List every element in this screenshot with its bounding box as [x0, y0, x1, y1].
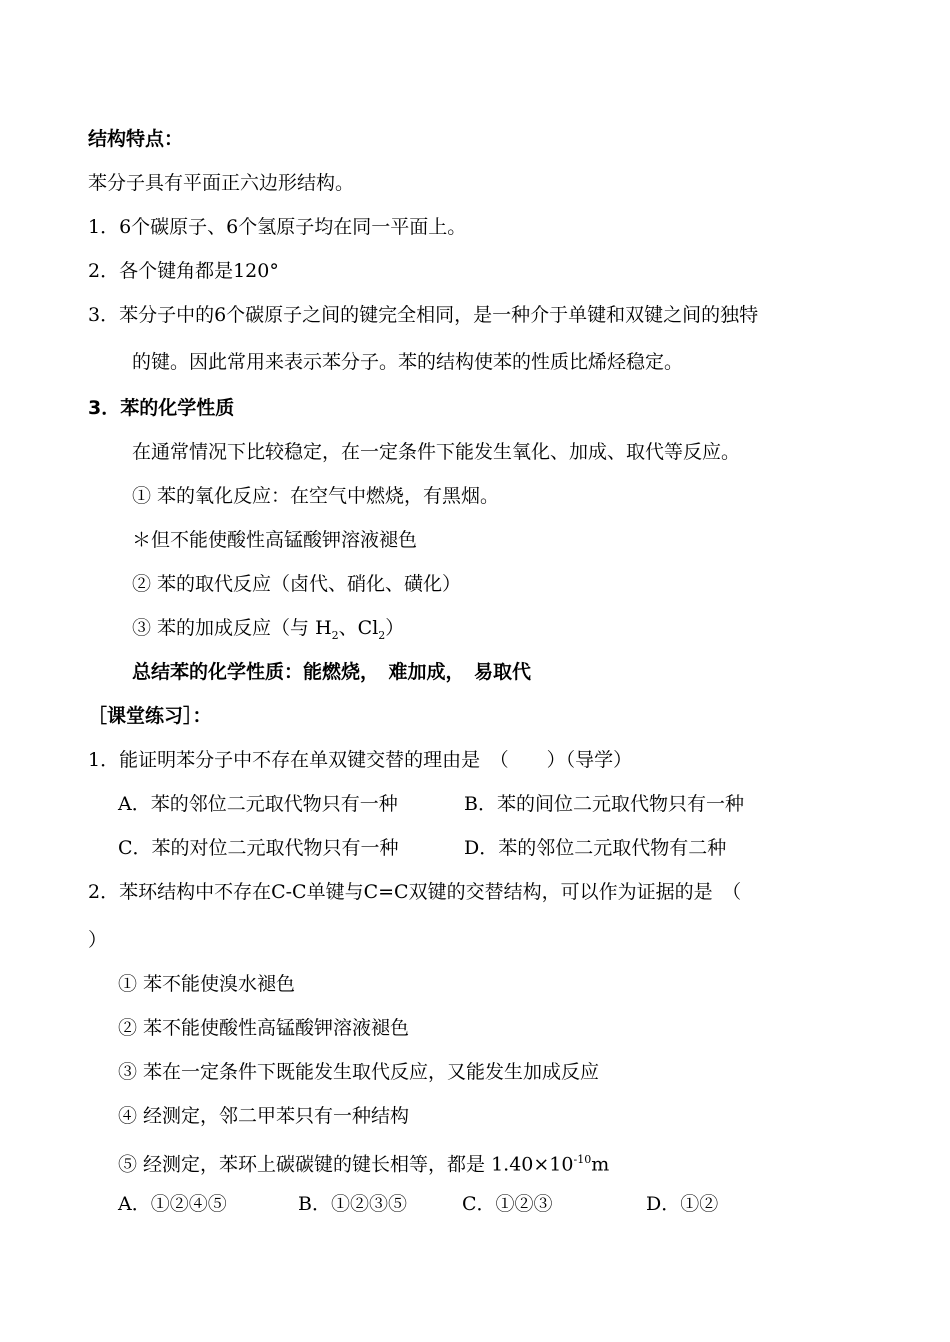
- item-5-prefix: ⑤ 经测定，苯环上碳碳键的键长相等，都是 1.40×10: [118, 1153, 574, 1176]
- addition-sub-2: 2: [378, 628, 386, 642]
- question-2-option-c: C．①②③: [462, 1193, 553, 1215]
- question-2-stem-continued: ）: [88, 929, 108, 951]
- question-2-item-4: ④ 经测定，邻二甲苯只有一种结构: [118, 1105, 410, 1127]
- oxidation-note: ＊但不能使酸性高锰酸钾溶液褪色: [132, 529, 418, 551]
- question-2-item-1: ① 苯不能使溴水褪色: [118, 973, 296, 995]
- addition-suffix: ）: [385, 617, 405, 639]
- question-2-option-d: D．①②: [646, 1193, 719, 1215]
- question-1-option-c: C．苯的对位二元取代物只有一种: [118, 837, 399, 859]
- addition-item: [132, 616, 404, 648]
- question-1-option-a: A．苯的邻位二元取代物只有一种: [118, 793, 398, 815]
- oxidation-item: ① 苯的氧化反应：在空气中燃烧，有黑烟。: [132, 485, 500, 507]
- chem-summary: 总结苯的化学性质：能燃烧， 难加成， 易取代: [132, 661, 532, 683]
- question-2-item-5: [118, 1148, 609, 1176]
- feature-3: 3．苯分子中的6个碳原子之间的键完全相同，是一种介于单键和双键之间的独特: [88, 304, 759, 326]
- chem-heading: 3．苯的化学性质: [88, 397, 235, 419]
- question-1-option-b: B．苯的间位二元取代物只有一种: [464, 793, 744, 815]
- addition-sub-1: 2: [331, 628, 339, 642]
- item-5-exponent: -10: [573, 1153, 592, 1166]
- question-1-stem: 1．能证明苯分子中不存在单双键交替的理由是 （ ）（导学）: [88, 749, 633, 771]
- feature-3-continued: 的键。因此常用来表示苯分子。苯的结构使苯的性质比烯烃稳定。: [132, 351, 684, 373]
- section-heading: 结构特点：: [88, 128, 184, 150]
- feature-2: 2．各个键角都是120°: [88, 260, 279, 282]
- intro-text: 苯分子具有平面正六边形结构。: [88, 172, 355, 194]
- addition-prefix: ③ 苯的加成反应（与 H: [132, 617, 332, 639]
- question-2-stem: 2．苯环结构中不存在C-C单键与C=C双键的交替结构，可以作为证据的是 （: [88, 881, 742, 903]
- substitution-item: ② 苯的取代反应（卤代、硝化、磺化）: [132, 573, 462, 595]
- chem-intro: 在通常情况下比较稳定，在一定条件下能发生氧化、加成、取代等反应。: [132, 441, 741, 463]
- practice-heading: ［课堂练习］：: [88, 705, 212, 727]
- question-2-item-3: ③ 苯在一定条件下既能发生取代反应，又能发生加成反应: [118, 1061, 600, 1083]
- question-2-item-2: ② 苯不能使酸性高锰酸钾溶液褪色: [118, 1017, 410, 1039]
- question-2-option-a: A．①②④⑤: [118, 1193, 227, 1215]
- feature-1: 1．6个碳原子、6个氢原子均在同一平面上。: [88, 216, 467, 238]
- question-2-option-b: B．①②③⑤: [298, 1193, 407, 1215]
- question-1-option-d: D．苯的邻位二元取代物有二种: [464, 837, 727, 859]
- item-5-unit: m: [591, 1153, 610, 1176]
- addition-mid: 、Cl: [338, 617, 379, 639]
